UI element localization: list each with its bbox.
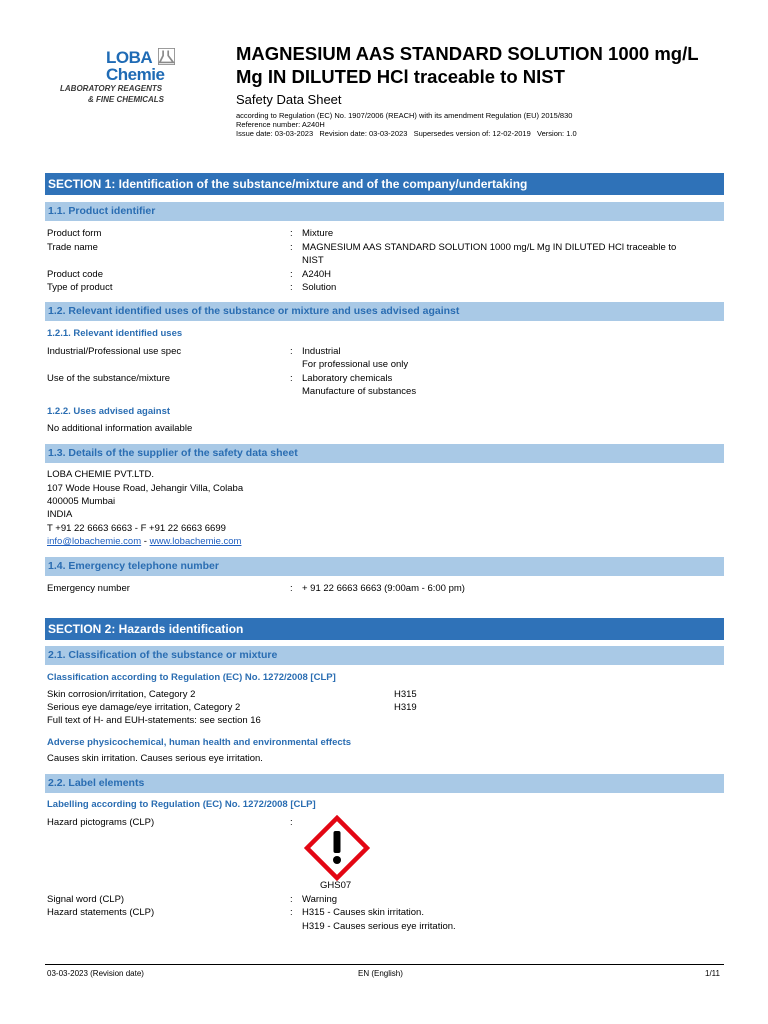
product-type-label: Type of product: [47, 282, 113, 293]
eye-class-label: Serious eye damage/eye irritation, Category 2: [47, 702, 241, 713]
section-1-2-2-heading: 1.2.2. Uses advised against: [47, 406, 171, 417]
use-spec-value1: Industrial: [302, 346, 341, 357]
hazard-statement-2: H319 - Causes serious eye irritation.: [302, 921, 456, 932]
supplier-phone: T +91 22 6663 6663 - F +91 22 6663 6699: [47, 523, 226, 534]
supplier-address2: 400005 Mumbai: [47, 496, 116, 507]
uses-advised-against-text: No additional information available: [47, 423, 193, 434]
use-spec-value2: For professional use only: [302, 359, 409, 370]
emergency-label: Emergency number: [47, 583, 130, 594]
full-text-note: Full text of H- and EUH-statements: see section 16: [47, 715, 261, 726]
footer-divider: [45, 964, 724, 965]
logo-tagline1: LABORATORY REAGENTS: [60, 84, 163, 93]
colon: :: [290, 907, 293, 918]
section2-header: SECTION 2: Hazards identification: [45, 618, 724, 640]
footer-language: EN (English): [358, 969, 403, 978]
use-label: Use of the substance/mixture: [47, 373, 171, 384]
link-separator: -: [141, 536, 150, 547]
skin-class-code: H315: [394, 689, 417, 700]
product-form-value: Mixture: [302, 228, 334, 239]
colon: :: [290, 269, 293, 280]
supplier-address1: 107 Wode House Road, Jehangir Villa, Colaba: [47, 483, 244, 494]
product-type-value: Solution: [302, 282, 337, 293]
clp-classification-heading: Classification according to Regulation (EC) No. 1272/2008 [CLP]: [47, 672, 336, 683]
footer-revision-date: 03-03-2023 (Revision date): [47, 969, 144, 978]
signal-word-value: Warning: [302, 894, 338, 905]
supplier-contact-links: [47, 536, 241, 547]
section-1-2-1-heading: 1.2.1. Relevant identified uses: [47, 328, 183, 339]
use-value2: Manufacture of substances: [302, 386, 417, 397]
company-logo: [58, 46, 178, 106]
regulation-text: according to Regulation (EC) No. 1907/2006 (REACH) with its amendment Regulation (EU) 2015/830: [236, 111, 573, 120]
logo-line2: Chemie: [106, 65, 165, 84]
colon: :: [290, 282, 293, 293]
supplier-name: LOBA CHEMIE PVT.LTD.: [47, 469, 154, 480]
colon: :: [290, 894, 293, 905]
section-2-2-header: 2.2. Label elements: [45, 774, 724, 793]
trade-name-label: Trade name: [47, 242, 98, 253]
logo-line1: LOBA: [106, 48, 153, 67]
trade-name-value: MAGNESIUM AAS STANDARD SOLUTION 1000 mg/L Mg IN DILUTED HCl traceable to: [302, 242, 677, 253]
footer-page-number: 1/11: [705, 969, 720, 978]
colon: :: [290, 373, 293, 384]
colon: :: [290, 817, 293, 828]
colon: :: [290, 583, 293, 594]
labelling-heading: Labelling according to Regulation (EC) No. 1272/2008 [CLP]: [47, 799, 316, 810]
section-1-1-header: 1.1. Product identifier: [45, 202, 724, 221]
colon: :: [290, 242, 293, 253]
pictogram-label: Hazard pictograms (CLP): [47, 817, 155, 828]
use-spec-label: Industrial/Professional use spec: [47, 346, 182, 357]
reference-number: Reference number: A240H: [236, 120, 325, 129]
eye-class-code: H319: [394, 702, 417, 713]
adverse-effects-heading: Adverse physicochemical, human health and environmental effects: [47, 737, 352, 748]
product-title: MAGNESIUM AAS STANDARD SOLUTION 1000 mg/L Mg IN DILUTED HCl traceable to NIST: [236, 43, 699, 87]
product-form-label: Product form: [47, 228, 102, 239]
logo-tagline2: & FINE CHEMICALS: [88, 95, 164, 104]
website-link[interactable]: www.lobachemie.com: [149, 536, 242, 547]
ghs-code: GHS07: [320, 880, 352, 891]
skin-class-label: Skin corrosion/irritation, Category 2: [47, 689, 196, 700]
section-1-4-header: 1.4. Emergency telephone number: [45, 557, 724, 576]
product-code-label: Product code: [47, 269, 103, 280]
colon: :: [290, 228, 293, 239]
email-link[interactable]: info@lobachemie.com: [47, 536, 142, 547]
hazard-statement-1: H315 - Causes skin irritation.: [302, 907, 424, 918]
document-type: Safety Data Sheet: [236, 92, 342, 107]
section-2-1-header: 2.1. Classification of the substance or mixture: [45, 646, 724, 665]
supplier-country: INDIA: [47, 509, 73, 520]
section1-header: SECTION 1: Identification of the substance/mixture and of the company/undertaking: [45, 173, 724, 195]
hazard-statements-label: Hazard statements (CLP): [47, 907, 155, 918]
use-value1: Laboratory chemicals: [302, 373, 393, 384]
colon: :: [290, 346, 293, 357]
exclamation-mark-hazard-icon: [304, 815, 370, 881]
signal-word-label: Signal word (CLP): [47, 894, 125, 905]
trade-name-value-cont: NIST: [302, 255, 324, 266]
section-1-3-header: 1.3. Details of the supplier of the safety data sheet: [45, 444, 724, 463]
adverse-effects-text: Causes skin irritation. Causes serious eye irritation.: [47, 753, 263, 764]
emergency-value: + 91 22 6663 6663 (9:00am - 6:00 pm): [302, 583, 465, 594]
product-code-value: A240H: [302, 269, 332, 280]
flask-logo-icon: [158, 48, 175, 65]
section-1-2-header: 1.2. Relevant identified uses of the substance or mixture and uses advised against: [45, 302, 724, 321]
document-dates: Issue date: 03-03-2023 Revision date: 03-03-2023 Supersedes version of: 12-02-2019 Version: 1.0: [236, 129, 577, 138]
